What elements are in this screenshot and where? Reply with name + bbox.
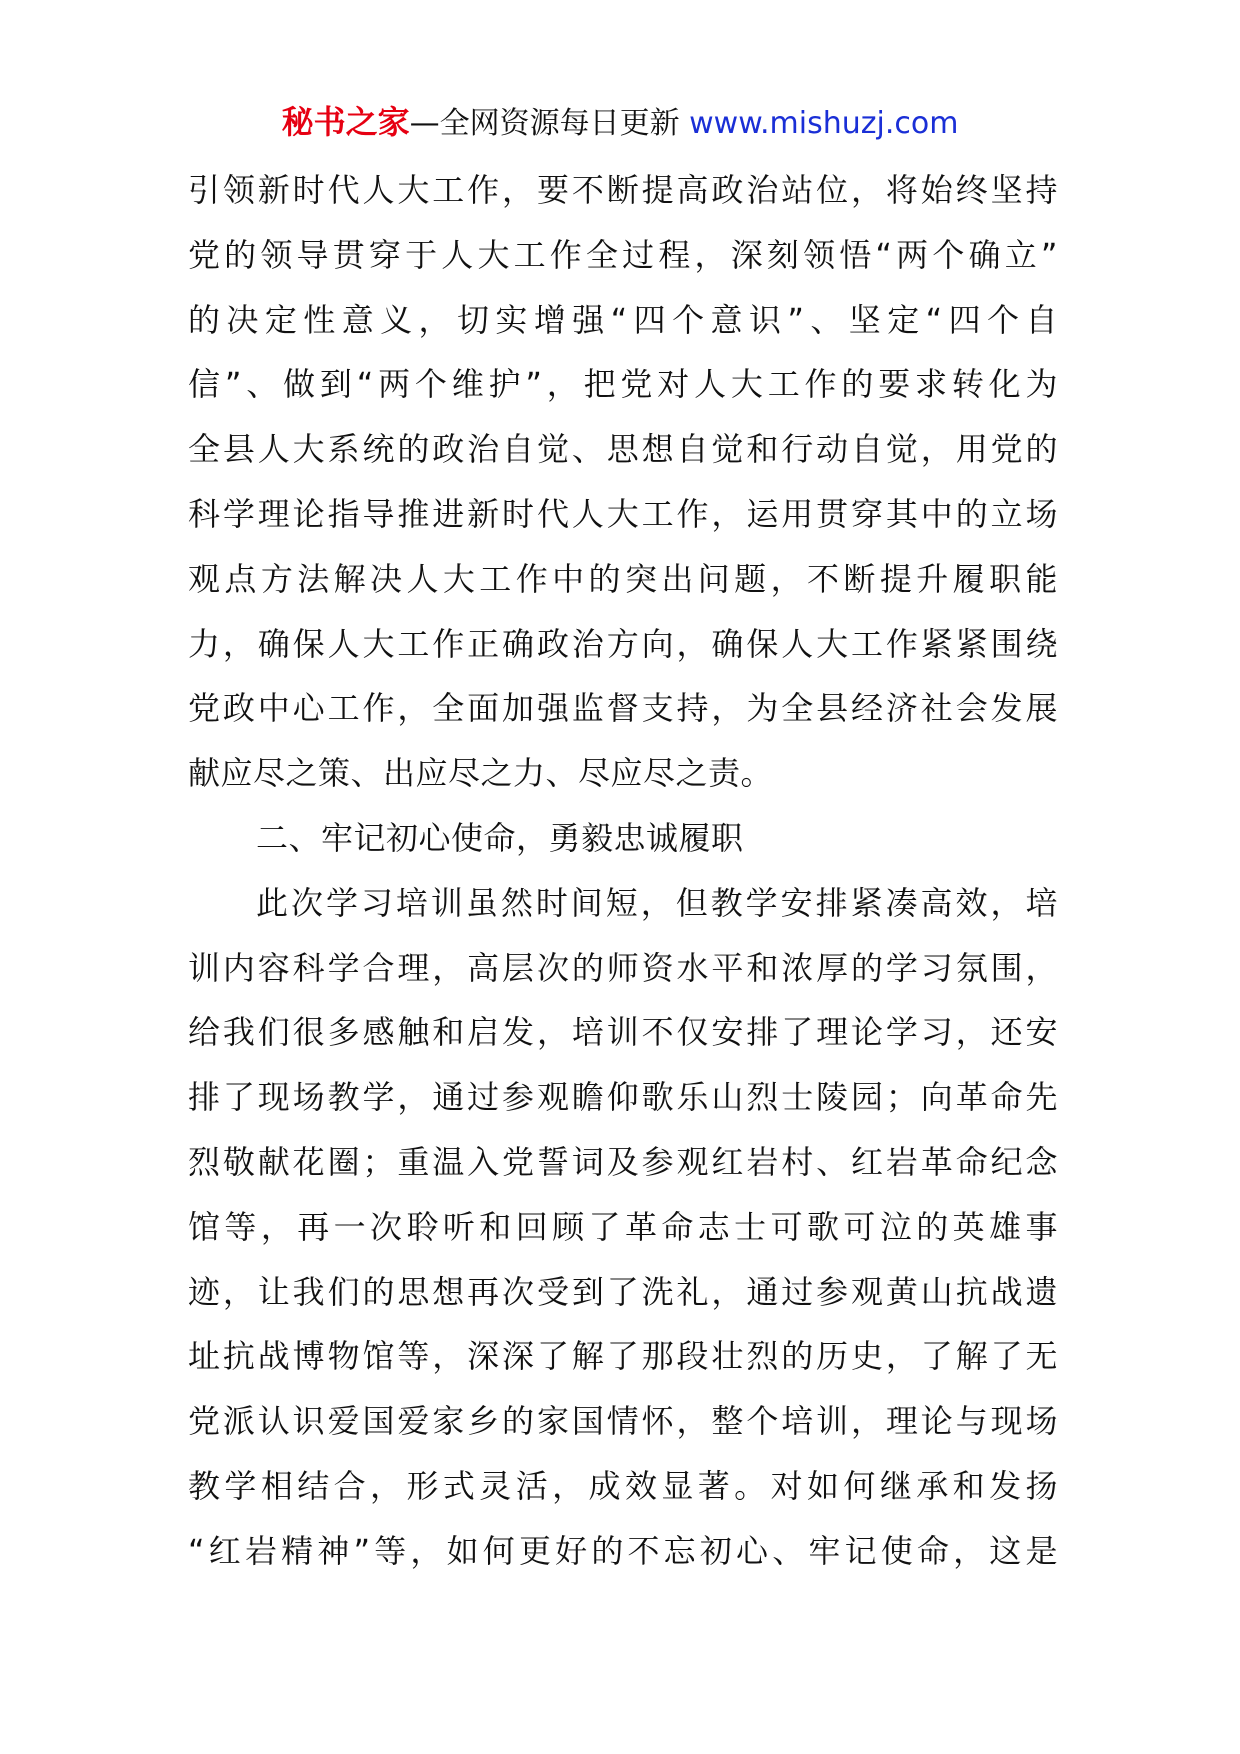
text-line: 烈敬献花圈；重温入党誓词及参观红岩村、红岩革命纪念 [188, 1142, 1058, 1181]
text-line: 的决定性意义，切实增强“四个意识”、坚定“四个自 [188, 300, 1058, 339]
text-line: 党派认识爱国爱家乡的家国情怀，整个培训，理论与现场 [188, 1402, 1058, 1441]
section-heading: 二、牢记初心使命，勇毅忠诚履职 [256, 818, 744, 857]
text-line: 引领新时代人大工作，要不断提高政治站位，将始终坚持 [188, 171, 1058, 209]
site-tagline: —全网资源每日更新 [409, 106, 690, 141]
text-line: 此次学习培训虽然时间短，但教学安排紧凑高效，培 [256, 883, 1058, 922]
text-line: 给我们很多感触和启发，培训不仅安排了理论学习，还安 [188, 1013, 1058, 1052]
text-line: 科学理论指导推进新时代人大工作，运用贯穿其中的立场 [188, 494, 1058, 533]
text-line: 馆等，再一次聆听和回顾了革命志士可歌可泣的英雄事 [188, 1207, 1058, 1246]
text-line: 献应尽之策、出应尽之力、尽应尽之责。 [188, 754, 774, 793]
text-line: 党的领导贯穿于人大工作全过程，深刻领悟“两个确立” [188, 235, 1058, 274]
text-line: 力，确保人大工作正确政治方向，确保人大工作紧紧围绕 [188, 624, 1058, 663]
text-line: 排了现场教学，通过参观瞻仰歌乐山烈士陵园；向革命先 [188, 1078, 1058, 1117]
text-line: 训内容科学合理，高层次的师资水平和浓厚的学习氛围， [188, 948, 1058, 987]
text-line: 信”、做到“两个维护”，把党对人大工作的要求转化为 [188, 365, 1058, 404]
text-line: 教学相结合，形式灵活，成效显著。对如何继承和发扬 [188, 1466, 1058, 1505]
site-header [0, 100, 1240, 146]
text-line: 全县人大系统的政治自觉、思想自觉和行动自觉，用党的 [188, 430, 1058, 469]
text-line: 址抗战博物馆等，深深了解了那段壮烈的历史，了解了无 [188, 1337, 1058, 1376]
site-brand: 秘书之家 [281, 103, 410, 141]
text-line: 党政中心工作，全面加强监督支持，为全县经济社会发展 [188, 689, 1058, 728]
document-body [188, 158, 1058, 1584]
text-line: 迹，让我们的思想再次受到了洗礼，通过参观黄山抗战遗 [188, 1272, 1058, 1311]
text-line: “红岩精神”等，如何更好的不忘初心、牢记使命，这是 [188, 1531, 1058, 1570]
text-line: 观点方法解决人大工作中的突出问题，不断提升履职能 [188, 559, 1058, 598]
site-url-link[interactable]: www.mishuzj.com [689, 106, 959, 141]
